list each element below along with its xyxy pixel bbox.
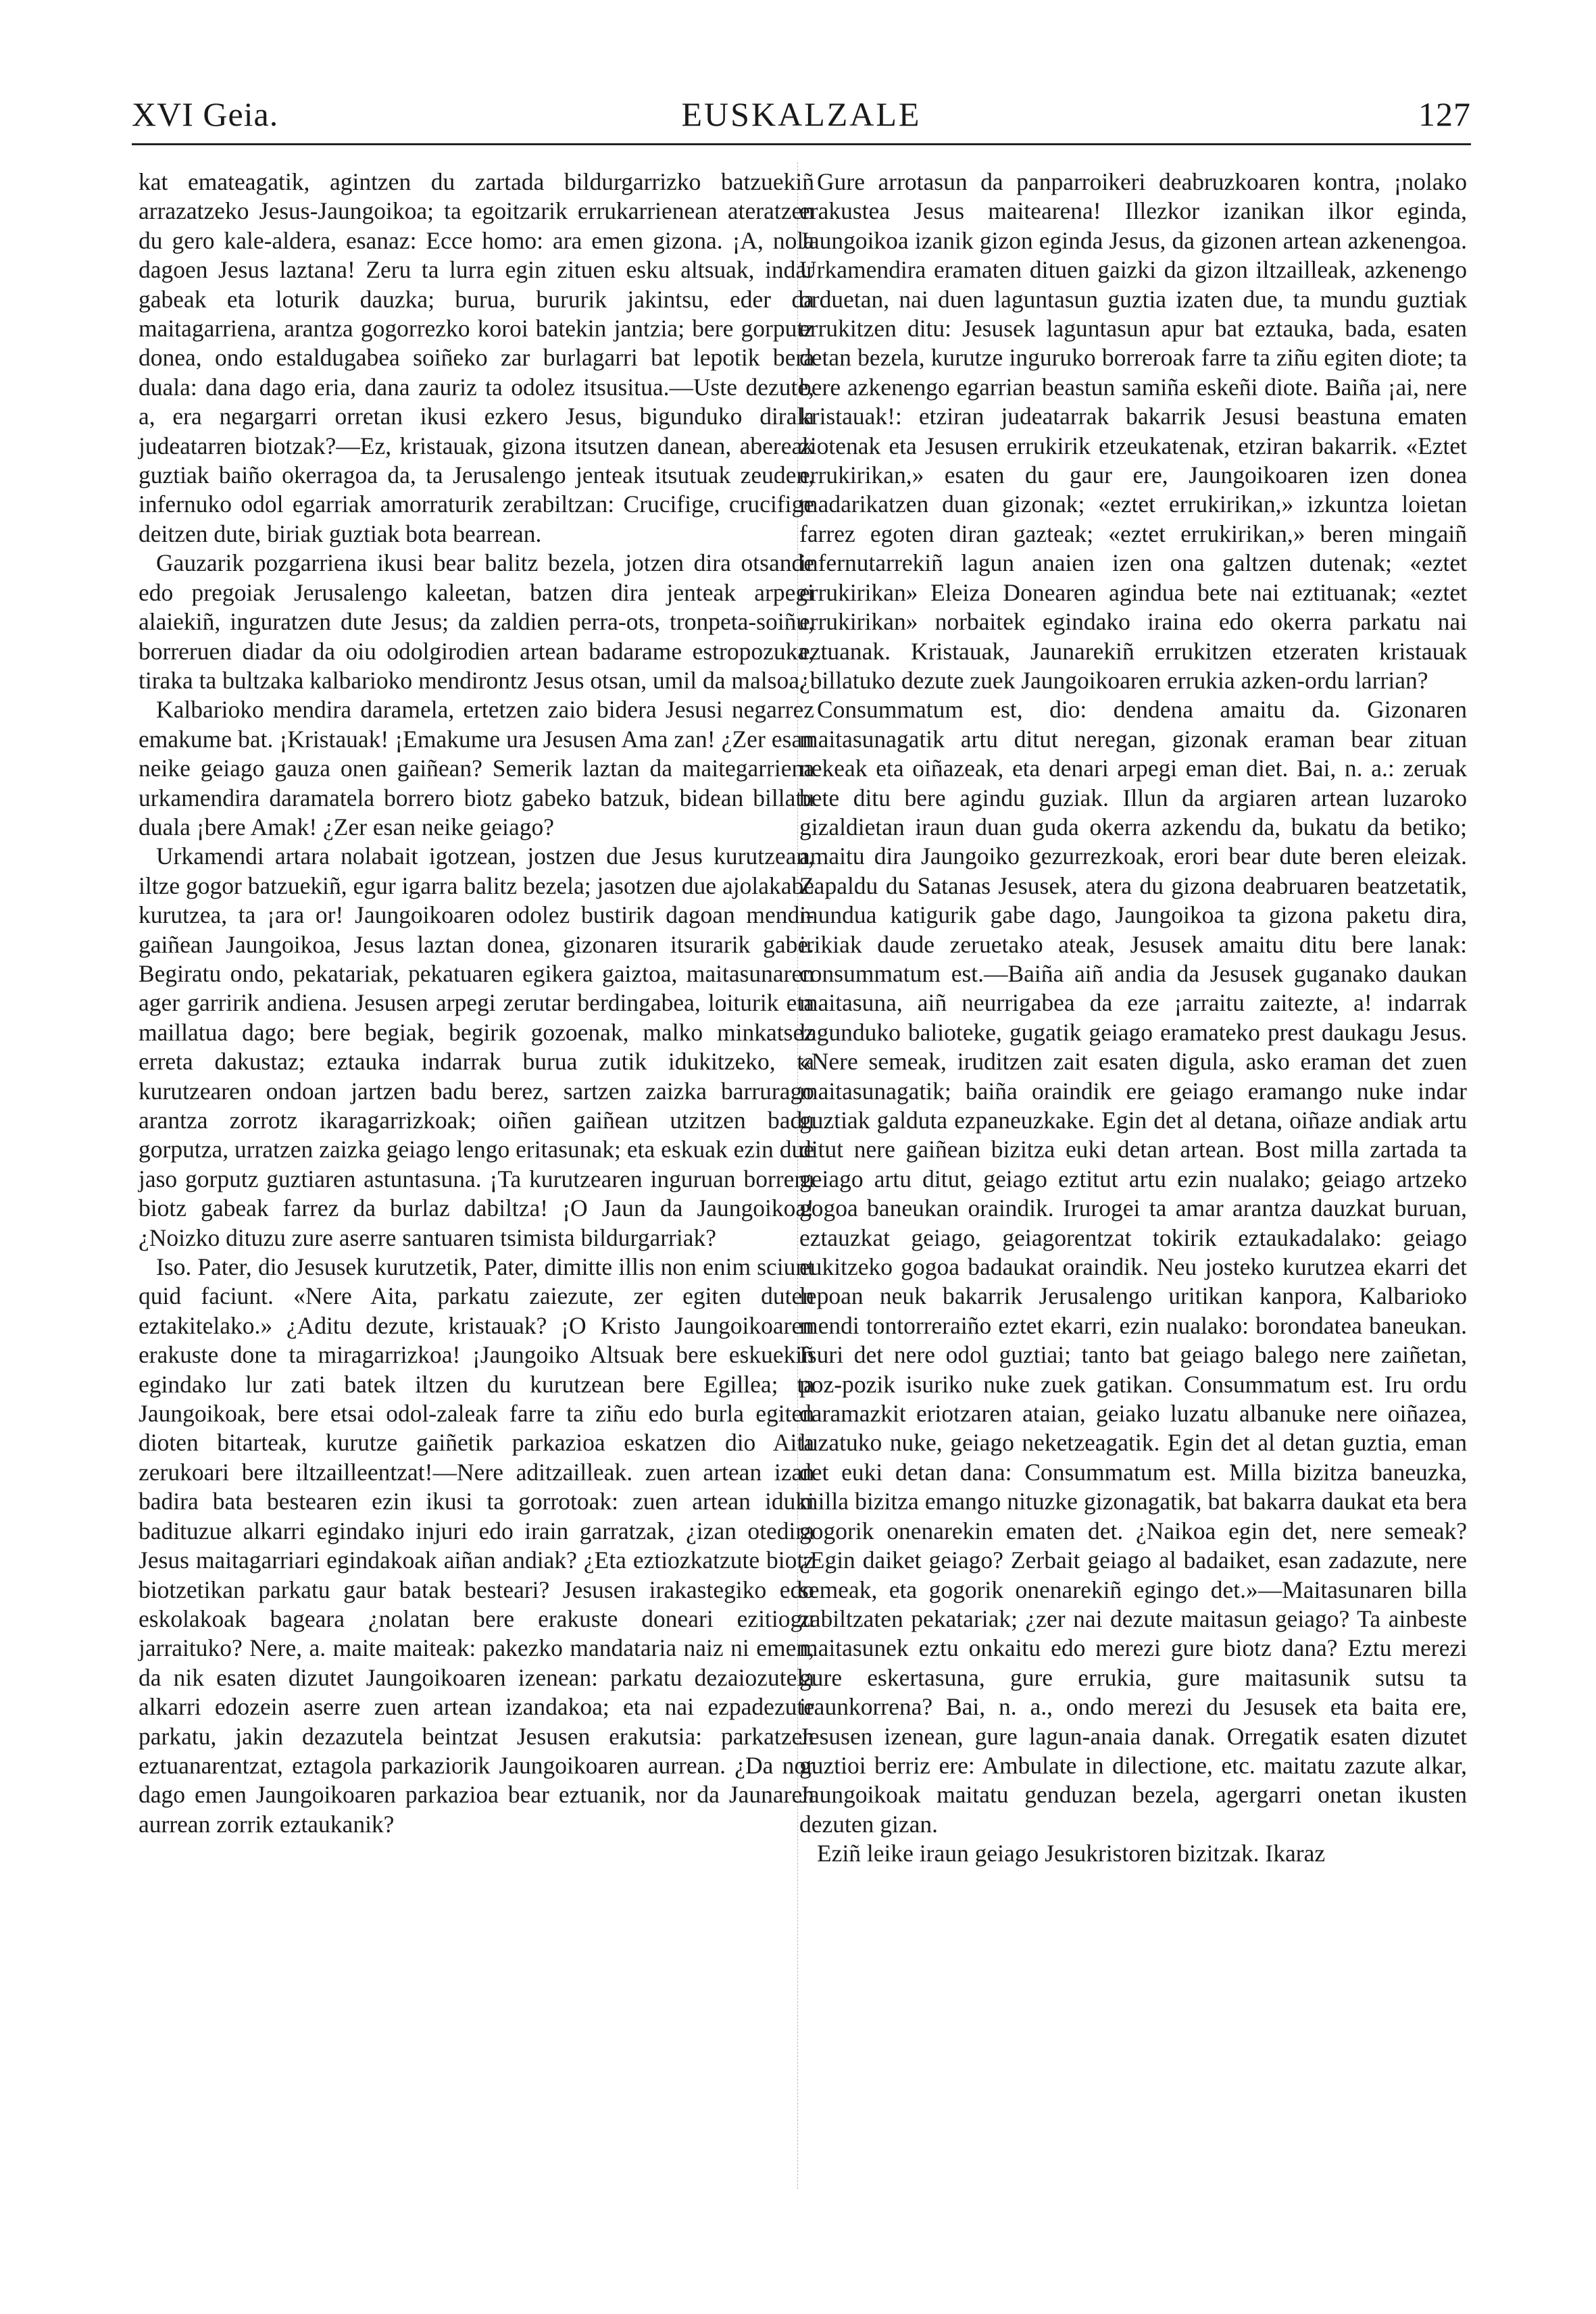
page-number: 127 xyxy=(1418,95,1471,133)
right-column xyxy=(799,168,1467,1869)
publication-title: EUSKALZALE xyxy=(681,95,922,133)
header-rule xyxy=(132,143,1471,145)
paragraph: Consummatum est, dio: dendena amaitu da. Gizonaren maitasunagatik artu ditut neregan, gizonak eraman bear zituan nekeak eta oiñazeak, eta denari arpegi eman diet. Bai, n. a.: zeruak bete ditu bere agindu guziak. Illun da argiaren artean luzaroko gizaldietan iraun duan guda okerra azkendu da, bukatu da betiko; amaitu dira Jaungoiko gezurrezkoak, erori bear dute beren eleizak. Zapaldu du Satanas Jesusek, atera du gizona deabruaren beatzetatik, mundua katigurik gabe dago, Jaungoikoa ta gizona paketu dira, irikiak daude zeruetako ateak, Jesusek amaitu ditu bere lanak: consummatum est.—Baiña aiñ andia da Jesusek guganako daukan maitasuna, aiñ neurrigabea da eze ¡arraitu zaitezte, a! indarrak lagunduko balioteke, gugatik geiago eramateko prest daukagu Jesus. «Nere semeak, iruditzen zait esaten digula, asko eraman det zuen maitasunagatik; baiña oraindik ere geiago eramango nuke indar guztiak galduta ezpaneuzkake. Egin det al detana, oiñaze andiak artu ditut nere gaiñean bizitza euki detan artean. Bost milla zartada ta geiago artu ditut, geiago eztitut artu ezin nualako; geiago artzeko gogoa baneukan oraindik. Irurogei ta amar arantza dauzkat buruan, eztauzkat geiago, geiagorentzat tokirik eztaukadalako: geiago eukitzeko gogoa badaukat oraindik. Neu josteko kurutzea ekarri det lepoan neuk bakarrik Jerusalengo uritikan kanpora, Kalbarioko mendi tontorreraiño eztet ekarri, ezin nualako: borondatea baneukan. Isuri det nere odol guztiai; tanto bat geiago balego nere zaiñetan, poz-pozik isuriko nuke zuek gatikan. Consummatum est. Iru ordu daramazkit eriotzaren ataian, geiako luzatu albanuke nere oiñazea, luzatuko nuke, geiago neketzeagatik. Egin det al detan guztia, eman det euki detan dana: Consummatum est. Milla bizitza baneuzka, milla bizitza emango nituzke gizonagatik, bat bakarra daukat eta bera gogorik onenarekin ematen det. ¿Naikoa egin det, nere semeak? ¿Egin daiket geiago? Zerbait geiago al badaiket, esan zadazute, nere semeak, eta gogorik onenarekiñ egingo det.»—Maitasunaren billa zabiltzaten pekatariak; ¿zer nai dezute maitasun geiago? Ta ainbeste maitasunek eztu onkaitu edo merezi gure biotz dana? Eztu merezi gure eskertasuna, gure errukia, gure maitasunik sutsu ta iraunkorrena? Bai, n. a., ondo merezi du Jesusek eta baita ere, Jesusen izenean, gure lagun-anaia danak. Orregatik esaten dizutet guztioi berriz ere: Ambulate in dilectione, etc. maitatu zazute alkar, Jaungoikoak maitatu genduzan bezela, agergarri onetan ikusten dezuten gizan. xyxy=(799,696,1467,1838)
paragraph: Kalbarioko mendira daramela, ertetzen zaio bidera Jesusi negarrez emakume bat. ¡Kristauak! ¡Emakume ura Jesusen Ama zan! ¿Zer esan neike geiago gauza onen gaiñean? Semerik laztan da maitegarriena urkamendira daramatela borrero biotz gabeko batzuk, bidean billatu duala ¡bere Amak! ¿Zer esan neike geiago? xyxy=(139,696,814,840)
paragraph: Eziñ leike iraun geiago Jesukristoren bizitzak. Ikaraz xyxy=(817,1840,1326,1867)
paragraph: Gauzarik pozgarriena ikusi bear balitz bezela, jotzen dira otsande edo pregoiak Jerusalengo kaleetan, batzen dira jenteak arpegi alaiekiñ, inguratzen dute Jesus; da zaldien perra-ots, tronpeta-soiñu, borreruen diadar da oiu odolgirodien artean badarame estropozuka, tiraka ta bultzaka kalbarioko mendirontz Jesus otsan, umil da malsoa. xyxy=(139,549,814,694)
page-header xyxy=(132,95,1471,142)
paragraph: Iso. Pater, dio Jesusek kurutzetik, Pater, dimitte illis non enim sciunt quid faciunt. «Nere Aita, parkatu zaiezute, zer egiten duten eztakitelako.» ¿Aditu dezute, kristauak? ¡O Kristo Jaungoikoaren erakuste done ta miragarrizkoa! ¡Jaungoiko Altsuak bere eskuekiñ egindako lur zati batek iltzen du kurutzean bere Egillea; ta Jaungoikoak, bere etsai odol-zaleak farre ta ziñu edo burla egiten dioten bitarteak, kurutze gaiñetik parkazioa eskatzen dio Aita zerukoari bere iltzailleentzat!—Nere aditzailleak. zuen artean izan badira bata bestearen ezin ikusi ta gorrotoak: zuen artean iduki badituzue alkarri egindako injuri edo irain garratzak, ¿izan otedira Jesus maitagarriari egindakoak aiñan andiak? ¿Eta eztiozkatzute biotz biotzetikan parkatu gaur batak besteari? Jesusen irakastegiko edo eskolakoak bageara ¿nolatan bere erakuste doneari ezitiogu jarraituko? Nere, a. maite maiteak: pakezko mandataria naiz ni emen, da nik esaten dizutet Jaungoikoaren izenean: parkatu dezaiozutela alkarri edozein aserre zuen artean izandakoa; eta nai ezpadezute parkatu, jakin dezazutela beintzat Jesusen erakutsia: parkatzen eztuanarentzat, eztagola parkaziorik Jaungoikoaren aurrean. ¿Da nor dago emen Jaungoikoaren parkazioa bear eztuanik, nor da Jaunaren aurrean zorrik eztaukanik? xyxy=(139,1253,814,1838)
section-label: XVI Geia. xyxy=(132,95,279,133)
paragraph: Urkamendi artara nolabait igotzean, jostzen due Jesus kurutzean, iltze gogor batzuekiñ, egur igarra balitz bezela; jasotzen due ajolakabe kurutzea, ta ¡ara or! Jaungoikoaren odolez bustirik dagoan mendi-gaiñean Jaungoikoa, Jesus laztan donea, gizonaren itsurarik gabe. Begiratu ondo, pekatariak, pekatuaren egikera gaiztoa, maitasunaren ager garririk andiena. Jesusen arpegi zerutar berdingabea, loiturik eta maillatua dago; bere begiak, begirik gozoenak, malko minkatsez erreta dakustaz; eztauka indarrak burua zutik idukitzeko, ta kurutzearen ondoan jartzen badu berez, sartzen zaizka barrurago arantza zorrotz ikaragarrizkoak; oiñen gaiñean utzitzen badu gorputza, urratzen zaizka geiago lengo eritasunak; eta eskuak ezin due jaso gorputz guztiaren astuntasuna. ¡Ta kurutzearen inguruan borreru biotz gabeak farrez da burlaz dabiltza! ¡O Jaun da Jaungoikoa! ¿Noizko dituzu zure aserre santuaren tsimista bildurgarriak? xyxy=(139,842,814,1251)
paragraph: kat emateagatik, agintzen du zartada bildurgarrizko batzuekiñ arrazatzeko Jesus-Jaungoikoa; ta egoitzarik errukarrienean ateratzen du gero kale-aldera, esanaz: Ecce homo: ara emen gizona. ¡A, nola dagoen Jesus laztana! Zeru ta lurra egin zituen esku altsuak, indar gabeak eta loturik dauzka; burua, bururik jakintsu, eder da maitagarriena, arantza gogorrezko koroi batekin jantzia; bere gorputz donea, ondo estaldugabea soiñeko zar burlagarri bat lepotik bera duala: dana dago eria, dana zauriz ta odolez itsusitua.—Uste dezute, a, era negargarri orretan ikusi ezkero Jesus, bigunduko dirala judeatarren biotzak?—Ez, kristauak, gizona itsutzen danean, abereak guztiak baiño okerragoa da, ta Jerusalengo jenteak itsutuak zeuden, infernuko odol egarriak amorraturik zerabiltzan: Crucifige, crucifige deitzen dute, biriak guztiak bota bearrean. xyxy=(139,168,814,547)
left-column xyxy=(139,168,814,1839)
paragraph: Gure arrotasun da panparroikeri deabruzkoaren kontra, ¡nolako erakustea Jesus maitearena! Illezkor izanikan ilkor eginda, Jaungoikoa izanik gizon eginda Jesus, da gizonen artean azkenengoa. Urkamendira eramaten dituen gaizki da gizon iltzailleak, azkenengo orduetan, nai duen laguntasun guztia izaten due, ta mundu guztiak errukitzen ditu: Jesusek laguntasun apur bat eztauka, bada, esaten detan bezela, kurutze inguruko borreroak farre ta ziñu egiten diote; ta bere azkenengo egarrian beastun samiña eskeñi diote. Baiña ¡ai, nere kristauak!: etziran judeatarrak bakarrik Jesusi beastuna ematen ziotenak eta Jesusen errukirik etzeukatenak, etziran bakarrik. «Eztet errukirikan,» esaten du gaur ere, Jaungoikoaren izen donea madarikatzen duan gizonak; «eztet errukirikan,» izkuntza loietan farrez egoten diran gazteak; «eztet errukirikan,» beren mingaiñ infernutarrekiñ lagun anaien izen ona galtzen dutenak; «eztet errukirikan» Eleiza Donearen agindua bete nai eztituanak; «eztet errukirikan» norbaitek egindako iraina edo okerra parkatu nai eztuanak. Kristauak, Jaunarekiñ errukitzen etzeraten kristauak ¿billatuko dezute zuek Jaungoikoaren errukia azken-ordu larrian? xyxy=(799,168,1467,694)
